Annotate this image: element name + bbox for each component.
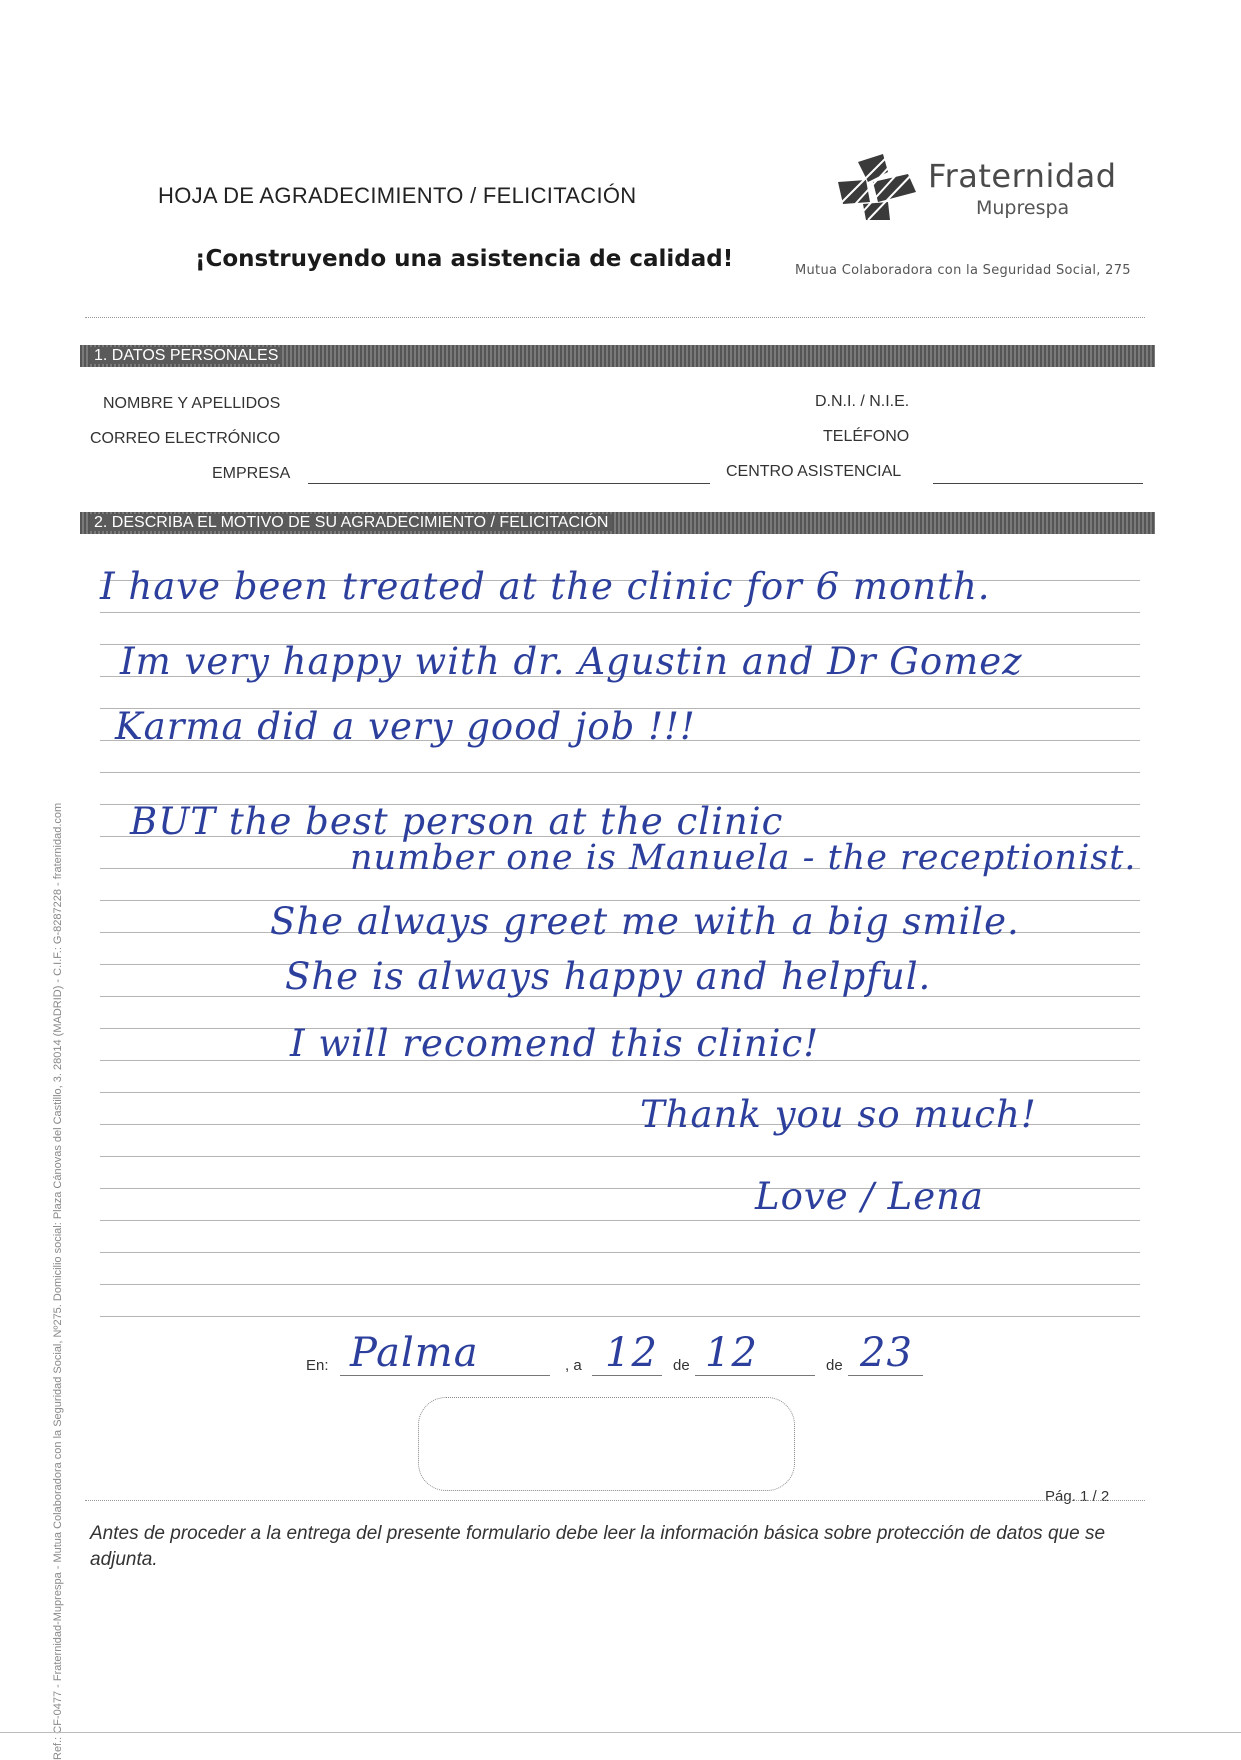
field-day[interactable] (592, 1375, 662, 1376)
field-year[interactable] (848, 1375, 923, 1376)
label-correo: CORREO ELECTRÓNICO (90, 430, 281, 447)
form-title: HOJA DE AGRADECIMIENTO / FELICITACIÓN (158, 183, 637, 208)
write-line (100, 1284, 1140, 1285)
fraternidad-logo-icon (828, 152, 923, 222)
section1-heading (80, 345, 1155, 367)
write-line (100, 1156, 1140, 1157)
field-month[interactable] (695, 1375, 815, 1376)
label-a: , a (565, 1357, 582, 1374)
footer-note: Antes de proceder a la entrega del presente formulario debe leer la información básica sobre protección de datos que se adjunta. (90, 1523, 1106, 1570)
form-subtitle: ¡Construyendo una asistencia de calidad! (195, 246, 734, 272)
section2-heading (80, 512, 1155, 534)
handwriting-line: BUT the best person at the clinic (130, 800, 784, 843)
handwriting-line: number one is Manuela - the receptionist. (350, 838, 1137, 878)
label-de-1: de (673, 1357, 690, 1374)
side-legal-text: Ref.: CF-0477 - Fraternidad-Muprespa - Mutua Colaboradora con la Seguridad Social, Nº275. Domicilio social: Plaza Cánovas del Castillo, 3. 28014 (MADRID) - C.I.F.: G-8287228 - fraternidad.com (52, 802, 64, 1760)
handwriting-line: I have been treated at the clinic for 6 month. (100, 565, 991, 608)
handwriting-line: Im very happy with dr. Agustin and Dr Gomez (120, 640, 1023, 683)
write-line (100, 612, 1140, 613)
field-place[interactable] (340, 1375, 550, 1376)
brand-subname: Muprespa (976, 197, 1070, 219)
handwriting-line: Thank you so much! (640, 1093, 1037, 1136)
handwriting-place: Palma (350, 1330, 479, 1376)
handwriting-year: 23 (860, 1330, 913, 1376)
label-empresa: EMPRESA (212, 465, 291, 482)
field-empresa[interactable] (308, 483, 710, 484)
section1-heading-text: 1. DATOS PERSONALES (90, 347, 282, 364)
section2-heading-text: 2. DESCRIBA EL MOTIVO DE SU AGRADECIMIENTO / FELICITACIÓN (90, 514, 612, 531)
write-line (100, 1220, 1140, 1221)
bottom-rule (0, 1732, 1241, 1733)
brand-name: Fraternidad (928, 157, 1117, 195)
write-line (100, 1252, 1140, 1253)
page-number: Pág. 1 / 2 (1045, 1488, 1110, 1505)
write-line (100, 772, 1140, 773)
header-divider (85, 317, 1145, 318)
footer-divider (85, 1500, 1145, 1501)
handwriting-line: Karma did a very good job !!! (115, 705, 696, 748)
handwriting-line: She is always happy and helpful. (285, 955, 932, 998)
handwriting-line: Love / Lena (755, 1175, 984, 1218)
field-centro[interactable] (933, 483, 1143, 484)
label-nombre: NOMBRE Y APELLIDOS (103, 395, 281, 412)
handwriting-line: I will recomend this clinic! (290, 1022, 820, 1065)
mutua-text: Mutua Colaboradora con la Seguridad Social, 275 (795, 263, 1131, 278)
label-centro: CENTRO ASISTENCIAL (726, 463, 902, 480)
label-telefono: TELÉFONO (823, 428, 910, 445)
stamp-box[interactable] (418, 1397, 795, 1491)
label-dni: D.N.I. / N.I.E. (815, 393, 910, 410)
write-line (100, 1188, 1140, 1189)
label-en: En: (306, 1357, 329, 1374)
write-line (100, 1316, 1140, 1317)
handwriting-line: She always greet me with a big smile. (270, 900, 1020, 943)
handwriting-month: 12 (705, 1330, 758, 1376)
label-de-2: de (826, 1357, 843, 1374)
handwriting-day: 12 (605, 1330, 658, 1376)
